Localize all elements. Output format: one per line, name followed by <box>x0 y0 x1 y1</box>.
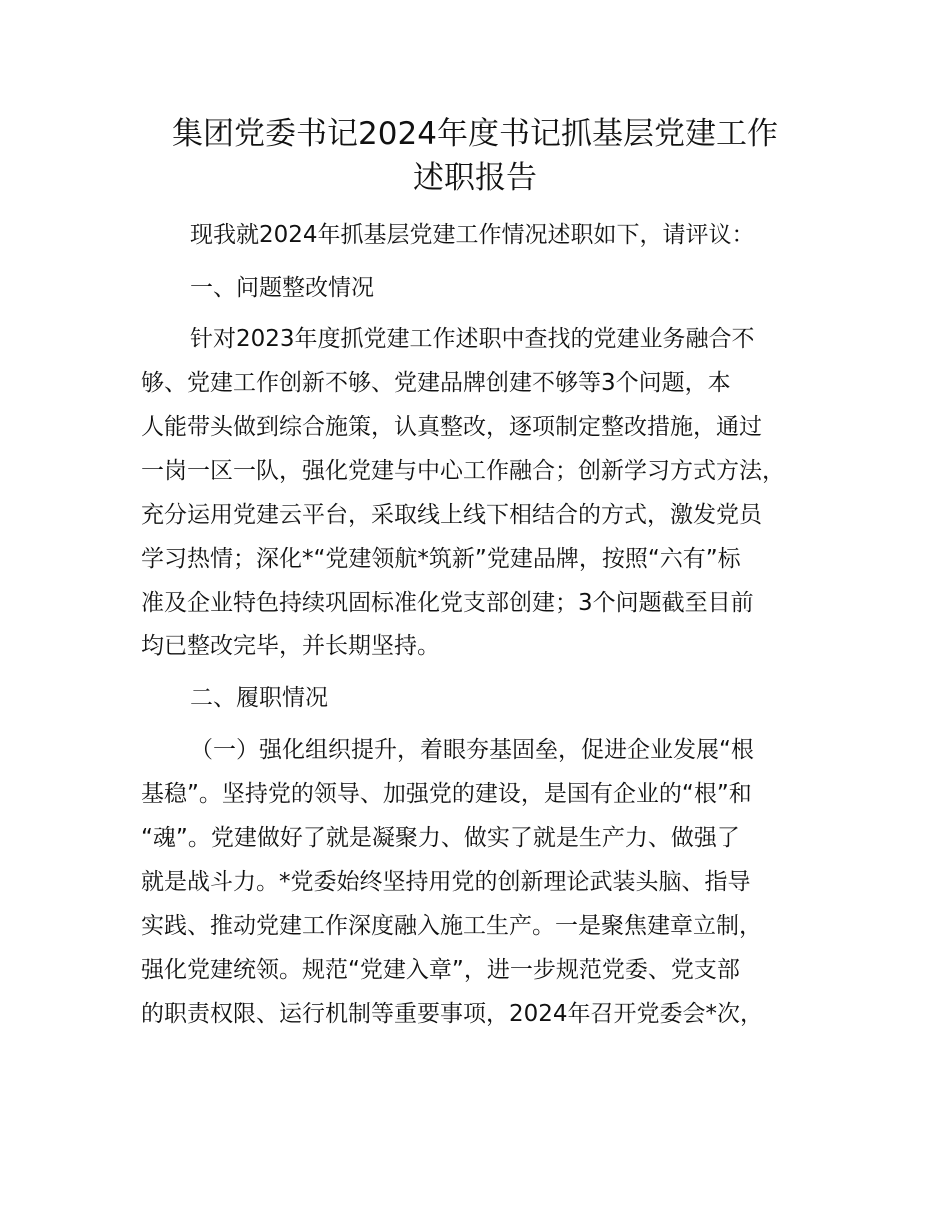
paragraph-line: 准及企业特色持续巩固标准化党支部创建；3个问题截至目前 <box>141 590 754 616</box>
paragraph-line: “魂”。党建做好了就是凝聚力、做实了就是生产力、做强了 <box>141 825 740 851</box>
paragraph-line: 学习热情；深化*“党建领航*筑新”党建品牌，按照“六有”标 <box>141 546 741 572</box>
section-heading-1: 一、问题整改情况 <box>190 275 374 301</box>
paragraph-line: （一）强化组织提升，着眼夯基固垒，促进企业发展“根 <box>190 737 754 763</box>
paragraph-line: 针对2023年度抓党建工作述职中查找的党建业务融合不 <box>190 326 755 352</box>
section-heading-2: 二、履职情况 <box>190 685 328 711</box>
paragraph-line: 够、党建工作创新不够、党建品牌创建不够等3个问题，本 <box>141 370 731 396</box>
intro-paragraph: 现我就2024年抓基层党建工作情况述职如下，请评议： <box>190 222 755 248</box>
document-title-line-2: 述职报告 <box>413 160 537 196</box>
paragraph-line: 实践、推动党建工作深度融入施工生产。一是聚焦建章立制， <box>141 913 762 939</box>
paragraph-line: 均已整改完毕，并长期坚持。 <box>141 633 440 659</box>
paragraph-line: 基稳”。坚持党的领导、加强党的建设，是国有企业的“根”和 <box>141 781 752 807</box>
paragraph-line: 人能带头做到综合施策，认真整改，逐项制定整改措施，通过 <box>141 414 762 440</box>
document-title-line-1: 集团党委书记2024年度书记抓基层党建工作 <box>172 116 778 152</box>
paragraph-line: 的职责权限、运行机制等重要事项，2024年召开党委会*次， <box>141 1001 764 1027</box>
paragraph-line: 强化党建统领。规范“党建入章”，进一步规范党委、党支部 <box>141 957 740 983</box>
paragraph-line: 一岗一区一队，强化党建与中心工作融合；创新学习方式方法， <box>141 458 785 484</box>
paragraph-line: 就是战斗力。*党委始终坚持用党的创新理论武装头脑、指导 <box>141 869 751 895</box>
paragraph-line: 充分运用党建云平台，采取线上线下相结合的方式，激发党员 <box>141 502 762 528</box>
